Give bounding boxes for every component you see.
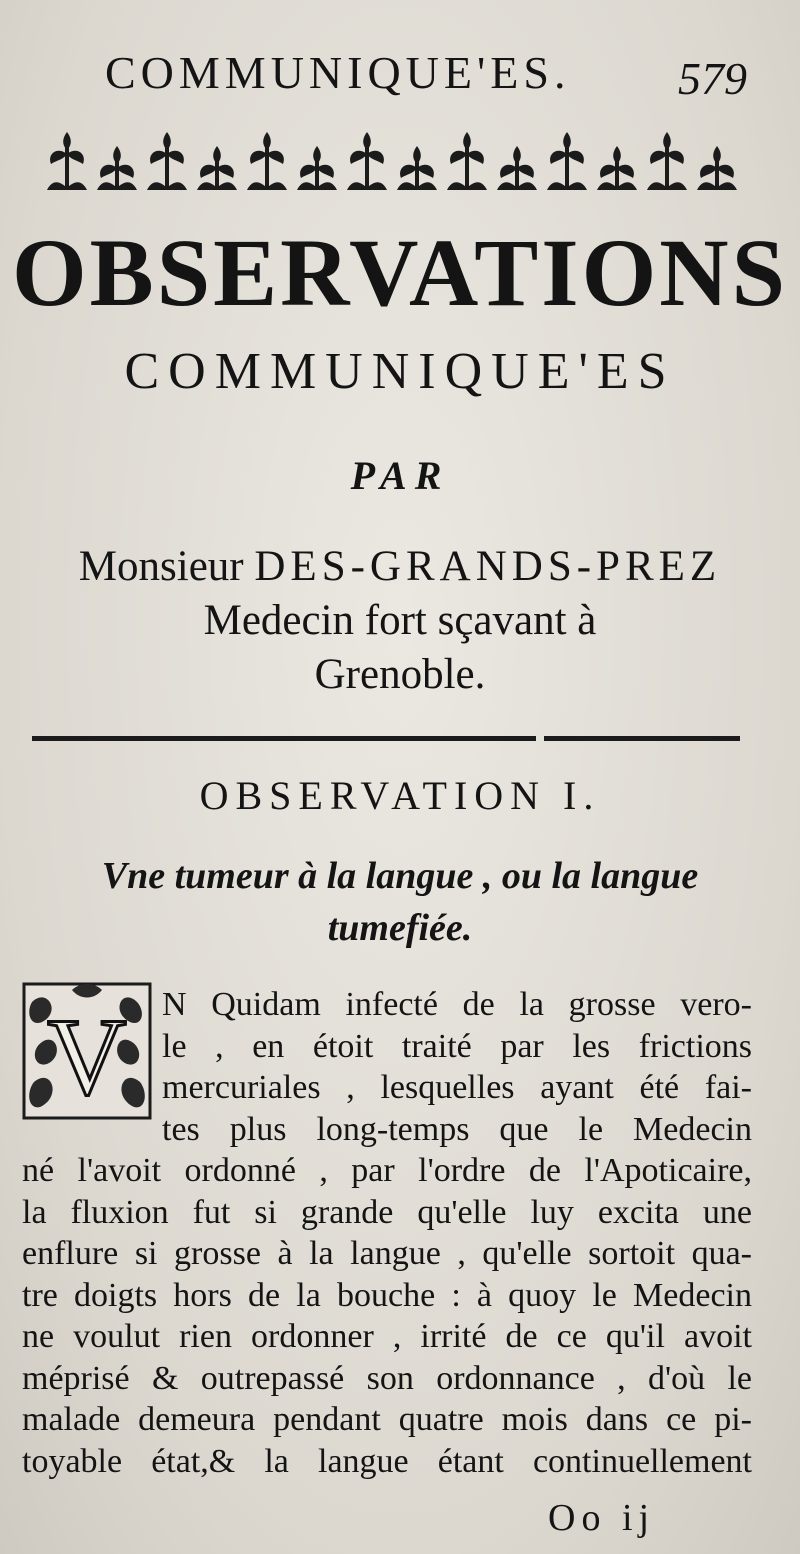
author-line-1 xyxy=(0,540,800,594)
author-line-3: Grenoble. xyxy=(314,651,486,698)
body-line: tes plus long-temps que le Medecin xyxy=(162,1110,752,1148)
section-subtitle xyxy=(0,850,800,954)
body-line: méprisé & outrepassé son ordonnance , d'où le xyxy=(22,1359,752,1397)
fleuron-icon xyxy=(197,146,237,190)
body-line: la fluxion fut si grande qu'elle luy excita une xyxy=(22,1193,752,1231)
fleuron-icon xyxy=(347,132,387,190)
fleuron-icon xyxy=(597,146,637,190)
page-header xyxy=(0,38,800,108)
section-subtitle-line-2: tumefiée. xyxy=(327,907,473,949)
author-name: DES-GRANDS-PREZ xyxy=(254,543,722,590)
fleuron-icon xyxy=(147,132,187,190)
fleuron-icon xyxy=(297,146,337,190)
subtitle: COMMUNIQUE'ES xyxy=(124,343,676,400)
running-head: COMMUNIQUE'ES. xyxy=(105,47,571,98)
body-line: tre doigts hors de la bouche : à quoy le Medecin xyxy=(22,1276,752,1314)
fleuron-icon xyxy=(397,146,437,190)
section-subtitle-line-1: Vne tumeur à la langue , ou la langue xyxy=(101,855,699,897)
fleuron-ornament-band xyxy=(42,128,742,194)
fleuron-icon xyxy=(497,146,537,190)
divider-rule-left xyxy=(32,736,536,741)
fleuron-icon xyxy=(97,146,137,190)
author-prefix: Monsieur xyxy=(78,543,255,590)
fleuron-icon xyxy=(447,132,487,190)
body-line: enflure si grosse à la langue , qu'elle sortoit qua- xyxy=(22,1235,752,1272)
body-line: N Quidam infecté de la grosse vero- xyxy=(162,986,752,1023)
dropcap-letter: V xyxy=(47,996,127,1118)
page-number: 579 xyxy=(678,53,747,104)
body-line: toyable état,& la langue étant continuellement xyxy=(22,1442,752,1480)
body-line: mercuriales , lesquelles ayant été fai- xyxy=(162,1069,752,1106)
body-line: le , en étoit traité par les frictions xyxy=(162,1027,752,1065)
fleuron-icon xyxy=(247,132,287,190)
author-line-2: Medecin fort sçavant à xyxy=(203,597,597,644)
fleuron-icon xyxy=(697,146,737,190)
section-heading: OBSERVATION I. xyxy=(199,773,601,818)
author-block xyxy=(0,540,800,702)
signature-mark: Oo ij xyxy=(548,1497,656,1539)
body-line: ne voulut rien ordonner , irrité de ce qu'il avoit xyxy=(22,1318,752,1355)
fleuron-icon xyxy=(647,132,687,190)
main-title: OBSERVATIONS xyxy=(11,219,788,326)
body-line: malade demeura pendant quatre mois dans ce pi- xyxy=(22,1401,752,1438)
fleuron-icon xyxy=(547,132,587,190)
by-line: PAR xyxy=(350,453,450,498)
body-text xyxy=(22,984,752,1482)
body-line: né l'avoit ordonné , par l'ordre de l'Apoticaire, xyxy=(22,1152,752,1189)
fleuron-icon xyxy=(47,132,87,190)
divider-rule-right xyxy=(544,736,740,741)
